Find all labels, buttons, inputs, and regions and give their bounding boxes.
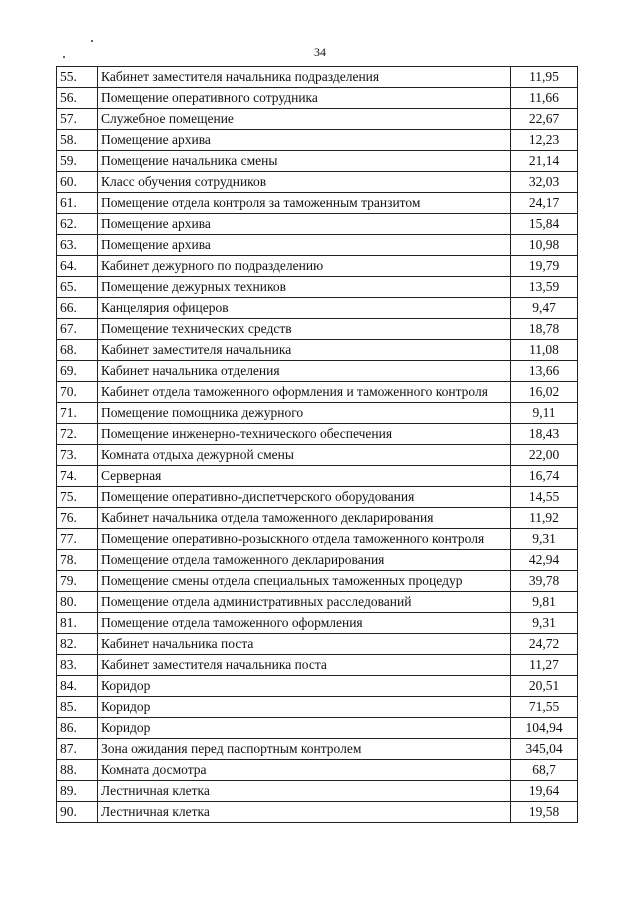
table-row — [57, 634, 578, 655]
room-area: 104,94 — [511, 718, 578, 739]
room-area: 9,11 — [511, 403, 578, 424]
room-area: 10,98 — [511, 235, 578, 256]
room-name: Помещение отдела таможенного декларирования — [98, 550, 511, 571]
room-name: Помещение оперативно-розыскного отдела таможенного контроля — [98, 529, 511, 550]
table-row — [57, 256, 578, 277]
room-name: Служебное помещение — [98, 109, 511, 130]
room-area: 42,94 — [511, 550, 578, 571]
room-area: 11,95 — [511, 67, 578, 88]
row-number: 81. — [57, 613, 98, 634]
table-row — [57, 403, 578, 424]
room-name: Помещение инженерно-технического обеспечения — [98, 424, 511, 445]
table-row — [57, 760, 578, 781]
table-row — [57, 781, 578, 802]
table-row — [57, 382, 578, 403]
row-number: 87. — [57, 739, 98, 760]
row-number: 57. — [57, 109, 98, 130]
room-area: 14,55 — [511, 487, 578, 508]
table-row — [57, 655, 578, 676]
room-area: 18,43 — [511, 424, 578, 445]
table-row — [57, 88, 578, 109]
row-number: 71. — [57, 403, 98, 424]
table-row — [57, 214, 578, 235]
room-name: Зона ожидания перед паспортным контролем — [98, 739, 511, 760]
room-name: Кабинет дежурного по подразделению — [98, 256, 511, 277]
room-name: Комната отдыха дежурной смены — [98, 445, 511, 466]
room-area: 24,72 — [511, 634, 578, 655]
room-name: Помещение отдела таможенного оформления — [98, 613, 511, 634]
row-number: 59. — [57, 151, 98, 172]
row-number: 61. — [57, 193, 98, 214]
room-name: Кабинет заместителя начальника — [98, 340, 511, 361]
room-name: Помещение оперативно-диспетчерского оборудования — [98, 487, 511, 508]
room-name: Кабинет заместителя начальника поста — [98, 655, 511, 676]
room-area: 18,78 — [511, 319, 578, 340]
table-row — [57, 193, 578, 214]
room-area: 13,59 — [511, 277, 578, 298]
room-area: 20,51 — [511, 676, 578, 697]
row-number: 90. — [57, 802, 98, 823]
row-number: 70. — [57, 382, 98, 403]
row-number: 60. — [57, 172, 98, 193]
room-name: Комната досмотра — [98, 760, 511, 781]
room-area: 15,84 — [511, 214, 578, 235]
room-area: 12,23 — [511, 130, 578, 151]
room-area: 13,66 — [511, 361, 578, 382]
room-name: Помещение архива — [98, 235, 511, 256]
table-row — [57, 676, 578, 697]
table-row — [57, 277, 578, 298]
table-row — [57, 361, 578, 382]
room-area: 39,78 — [511, 571, 578, 592]
table-row — [57, 802, 578, 823]
rooms-table-body — [57, 67, 578, 823]
room-area: 9,31 — [511, 529, 578, 550]
room-area: 9,47 — [511, 298, 578, 319]
table-row — [57, 739, 578, 760]
room-name: Помещение архива — [98, 214, 511, 235]
row-number: 63. — [57, 235, 98, 256]
table-row — [57, 298, 578, 319]
table-row — [57, 424, 578, 445]
room-name: Серверная — [98, 466, 511, 487]
row-number: 76. — [57, 508, 98, 529]
room-name: Кабинет отдела таможенного оформления и таможенного контроля — [98, 382, 511, 403]
table-row — [57, 571, 578, 592]
row-number: 83. — [57, 655, 98, 676]
table-row — [57, 340, 578, 361]
room-name: Лестничная клетка — [98, 781, 511, 802]
room-area: 24,17 — [511, 193, 578, 214]
table-row — [57, 550, 578, 571]
table-row — [57, 319, 578, 340]
room-area: 11,27 — [511, 655, 578, 676]
room-name: Коридор — [98, 697, 511, 718]
row-number: 86. — [57, 718, 98, 739]
row-number: 68. — [57, 340, 98, 361]
row-number: 78. — [57, 550, 98, 571]
page-number: 34 — [314, 45, 326, 59]
room-area: 19,79 — [511, 256, 578, 277]
room-name: Помещение начальника смены — [98, 151, 511, 172]
room-area: 16,02 — [511, 382, 578, 403]
row-number: 72. — [57, 424, 98, 445]
room-area: 22,00 — [511, 445, 578, 466]
room-name: Помещение отдела контроля за таможенным транзитом — [98, 193, 511, 214]
table-row — [57, 235, 578, 256]
room-area: 11,92 — [511, 508, 578, 529]
row-number: 73. — [57, 445, 98, 466]
room-area: 32,03 — [511, 172, 578, 193]
room-area: 11,08 — [511, 340, 578, 361]
room-name: Помещение оперативного сотрудника — [98, 88, 511, 109]
room-name: Кабинет заместителя начальника подразделения — [98, 67, 511, 88]
table-row — [57, 592, 578, 613]
room-name: Канцелярия офицеров — [98, 298, 511, 319]
room-area: 21,14 — [511, 151, 578, 172]
room-name: Класс обучения сотрудников — [98, 172, 511, 193]
room-name: Помещение технических средств — [98, 319, 511, 340]
row-number: 74. — [57, 466, 98, 487]
row-number: 56. — [57, 88, 98, 109]
room-area: 19,58 — [511, 802, 578, 823]
room-area: 16,74 — [511, 466, 578, 487]
rooms-table — [56, 66, 578, 823]
row-number: 62. — [57, 214, 98, 235]
row-number: 75. — [57, 487, 98, 508]
room-name: Помещение архива — [98, 130, 511, 151]
room-name: Коридор — [98, 718, 511, 739]
room-name: Кабинет начальника отделения — [98, 361, 511, 382]
table-row — [57, 529, 578, 550]
scan-speck — [63, 56, 65, 58]
room-name: Лестничная клетка — [98, 802, 511, 823]
table-row — [57, 697, 578, 718]
table-row — [57, 172, 578, 193]
room-area: 22,67 — [511, 109, 578, 130]
row-number: 64. — [57, 256, 98, 277]
table-row — [57, 613, 578, 634]
room-area: 68,7 — [511, 760, 578, 781]
room-name: Помещение смены отдела специальных таможенных процедур — [98, 571, 511, 592]
row-number: 77. — [57, 529, 98, 550]
row-number: 58. — [57, 130, 98, 151]
room-area: 19,64 — [511, 781, 578, 802]
room-area: 71,55 — [511, 697, 578, 718]
row-number: 85. — [57, 697, 98, 718]
table-row — [57, 718, 578, 739]
table-row — [57, 67, 578, 88]
room-area: 345,04 — [511, 739, 578, 760]
table-row — [57, 130, 578, 151]
table-row — [57, 445, 578, 466]
table-row — [57, 109, 578, 130]
room-name: Коридор — [98, 676, 511, 697]
room-name: Кабинет начальника отдела таможенного декларирования — [98, 508, 511, 529]
row-number: 89. — [57, 781, 98, 802]
table-row — [57, 151, 578, 172]
row-number: 55. — [57, 67, 98, 88]
row-number: 88. — [57, 760, 98, 781]
room-area: 9,81 — [511, 592, 578, 613]
row-number: 69. — [57, 361, 98, 382]
room-area: 9,31 — [511, 613, 578, 634]
room-name: Помещение дежурных техников — [98, 277, 511, 298]
row-number: 80. — [57, 592, 98, 613]
row-number: 66. — [57, 298, 98, 319]
row-number: 79. — [57, 571, 98, 592]
table-row — [57, 466, 578, 487]
room-name: Помещение отдела административных расследований — [98, 592, 511, 613]
row-number: 67. — [57, 319, 98, 340]
row-number: 84. — [57, 676, 98, 697]
room-name: Помещение помощника дежурного — [98, 403, 511, 424]
table-row — [57, 508, 578, 529]
scan-speck — [91, 40, 93, 42]
row-number: 82. — [57, 634, 98, 655]
row-number: 65. — [57, 277, 98, 298]
table-row — [57, 487, 578, 508]
room-name: Кабинет начальника поста — [98, 634, 511, 655]
room-area: 11,66 — [511, 88, 578, 109]
